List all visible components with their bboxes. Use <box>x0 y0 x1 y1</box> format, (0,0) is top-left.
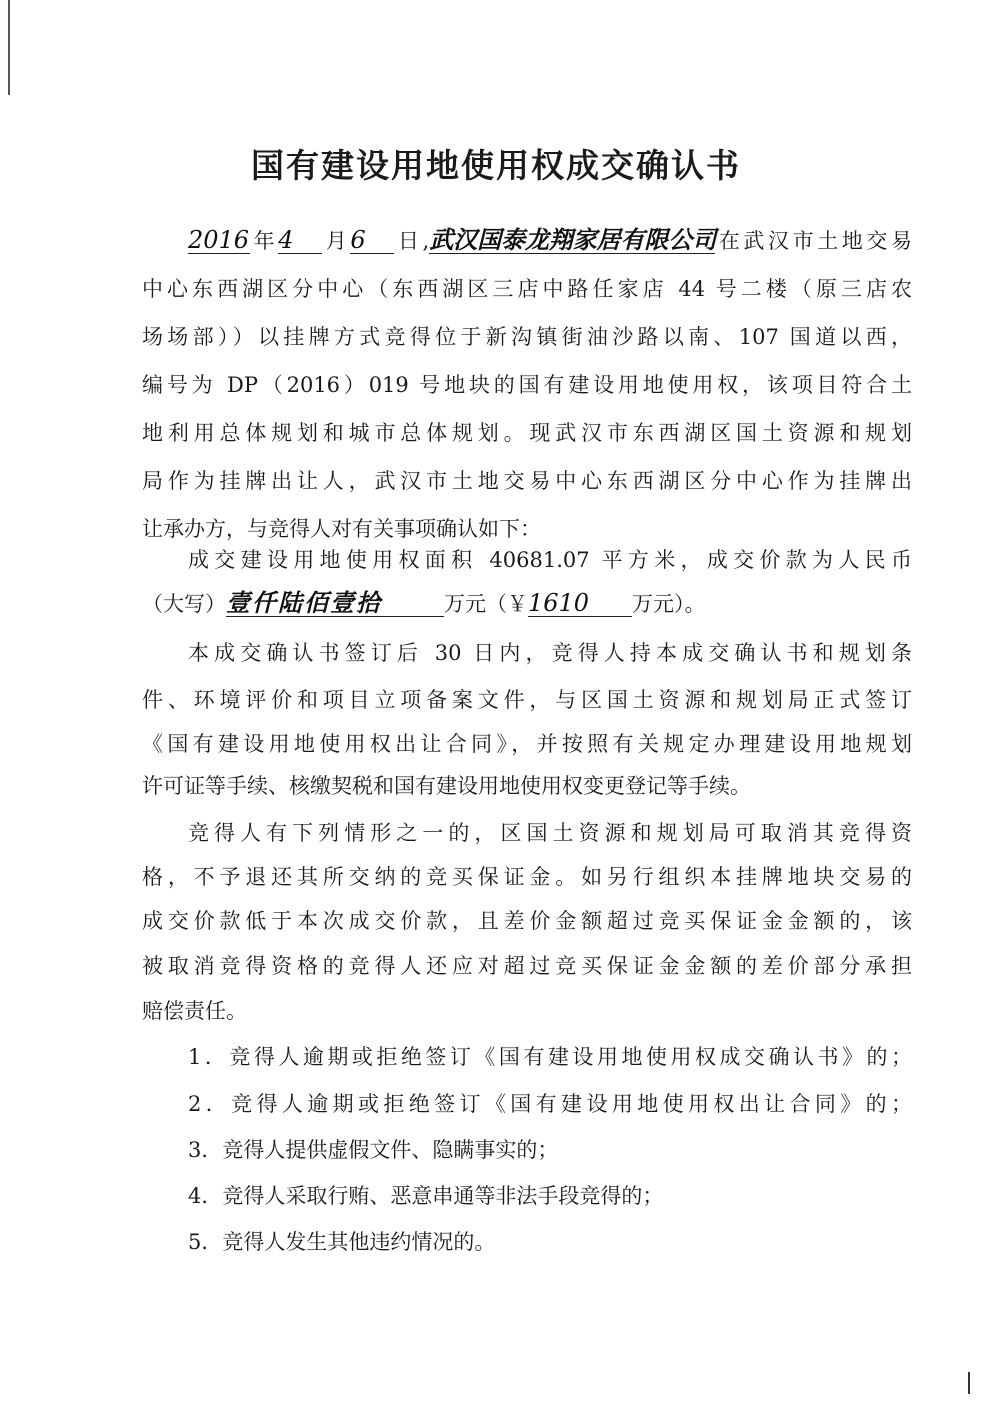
paragraph-line: 《国有建设用地使用权出让合同》，并按照有关规定办理建设用地规划 <box>142 732 912 756</box>
header-tail: 在武汉市土地交易 <box>715 229 912 253</box>
paragraph-line: 本成交确认书签订后 30 日内，竞得人持本成交确认书和规划条 <box>188 641 912 665</box>
handwritten-year: 2016 <box>188 226 250 254</box>
handwritten-day: 6 <box>350 227 394 254</box>
month-unit: 月 <box>322 229 351 253</box>
paragraph-line: 局作为挂牌出让人，武汉市土地交易中心东西湖区分中心作为挂牌出 <box>142 469 912 493</box>
list-item: 2．竞得人逾期或拒绝签订《国有建设用地使用权出让合同》的； <box>188 1092 912 1116</box>
paragraph-line: 件、环境评价和项目立项备案文件，与区国土资源和规划局正式签订 <box>142 688 912 712</box>
paragraph-line: 中心东西湖区分中心（东西湖区三店中路任家店 44 号二楼（原三店农 <box>142 277 912 301</box>
price-amount-line <box>142 589 912 619</box>
document-title: 国有建设用地使用权成交确认书 <box>251 146 741 185</box>
paragraph-line: 场场部））以挂牌方式竞得位于新沟镇街油沙路以南、107 国道以西， <box>142 325 912 349</box>
price-prefix: （大写） <box>142 592 226 616</box>
scan-edge-mark <box>8 0 10 95</box>
paragraph-line: 格，不予退还其所交纳的竞买保证金。如另行组织本挂牌地块交易的 <box>142 865 912 889</box>
paragraph-line: 编号为 DP（2016）019 号地块的国有建设用地使用权，该项目符合土 <box>142 373 912 397</box>
paragraph-line: 让承办方，与竞得人对有关事项确认如下： <box>142 517 541 541</box>
year-unit: 年 <box>250 229 279 253</box>
handwritten-amount-words: 壹仟陆佰壹拾 <box>226 590 444 617</box>
paragraph-line: 地利用总体规划和城市总体规划。现武汉市东西湖区国土资源和规划 <box>142 421 912 445</box>
list-item: 5．竞得人发生其他违约情况的。 <box>188 1230 496 1254</box>
paragraph-line: 被取消竞得资格的竞得人还应对超过竞买保证金金额的差价部分承担 <box>142 954 912 978</box>
list-item: 1．竞得人逾期或拒绝签订《国有建设用地使用权成交确认书》的； <box>188 1045 912 1069</box>
header-line <box>188 226 912 256</box>
paragraph-line: 许可证等手续、核缴契税和国有建设用地使用权变更登记等手续。 <box>142 774 751 798</box>
price-line: 成交建设用地使用权面积 40681.07 平方米，成交价款为人民币 <box>188 548 912 572</box>
handwritten-company-name: 武汉国泰龙翔家居有限公司 <box>429 225 716 254</box>
list-item: 3．竞得人提供虚假文件、隐瞒事实的； <box>188 1138 559 1162</box>
paragraph-line: 成交价款低于本次成交价款，且差价金额超过竞买保证金金额的，该 <box>142 909 912 933</box>
price-mid: 万元（￥ <box>444 592 528 616</box>
paragraph-line: 竞得人有下列情形之一的，区国土资源和规划局可取消其竞得资 <box>188 821 912 845</box>
price-suffix: 万元）。 <box>632 592 706 616</box>
handwritten-amount-number: 1610 <box>528 590 632 617</box>
scan-edge-mark <box>968 1372 970 1394</box>
paragraph-line: 赔偿责任。 <box>142 999 247 1023</box>
handwritten-month: 4 <box>278 227 322 254</box>
list-item: 4．竞得人采取行贿、恶意串通等非法手段竞得的； <box>188 1184 664 1208</box>
day-unit: 日, <box>394 229 430 253</box>
